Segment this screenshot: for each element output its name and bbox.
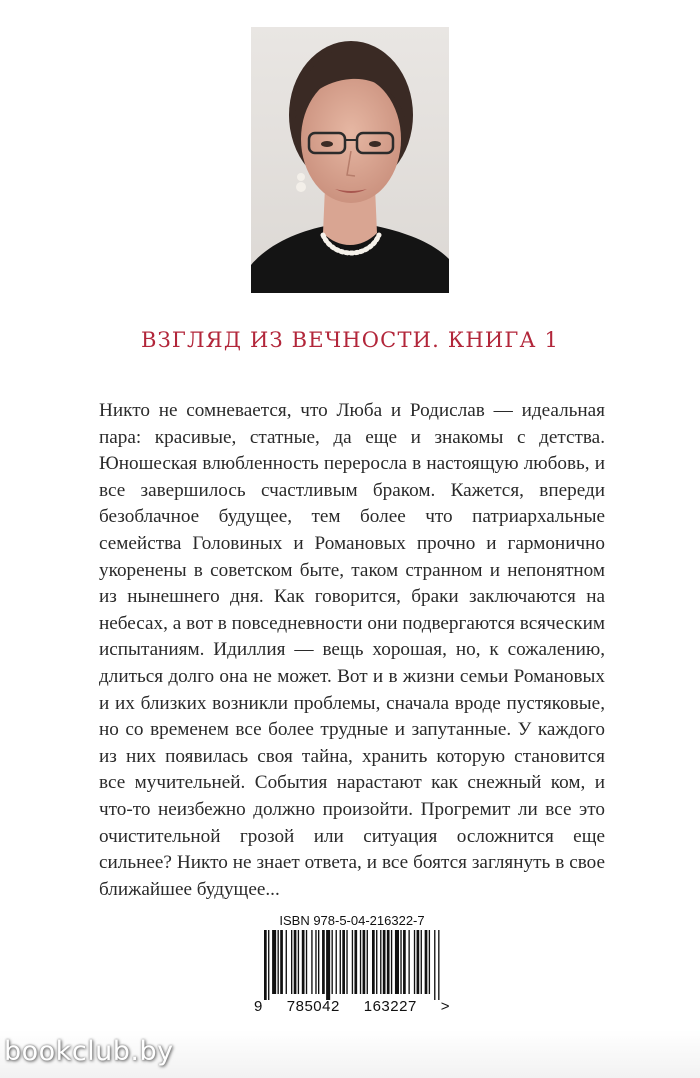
isbn-label: ISBN 978-5-04-216322-7 <box>279 913 425 928</box>
barcode-digits <box>254 998 450 1015</box>
barcode-block <box>254 913 450 1017</box>
book-annotation <box>99 398 605 903</box>
author-portrait-image <box>251 27 449 293</box>
site-watermark: bookclub.by <box>4 1036 174 1067</box>
barcode-digit-first: 9 <box>254 998 263 1015</box>
barcode-digit-group-1: 785042 <box>286 998 340 1015</box>
annotation-text: Никто не сомневается, что Люба и Родислав — идеальная пара: красивые, статные, да еще и знакомы с детства. Юношеская влюбленность переросла в настоящую любовь, и все завершилось счастливым браком. Кажется, впереди безоблачное будущее, тем более что патриархальные семейства Головиных и Романовых прочно и гармонично укоренены в советском быте, таком странном и непонятном из нынешнего дня. Как говорится, браки заключаются на небесах, а вот в повседневности они подвергаются всяческим испытаниям. Идиллия — вещь хорошая, но, к сожалению, длиться долго она не может. Вот и в жизни семьи Романовых и их близких возникли проблемы, сначала вроде пустяковые, но со временем все более трудные и запутанные. У каждого из них появилась своя тайна, хранить которую становится все мучительней. События нарастают как снежный ком, и что-то неизбежно должно произойти. Прогремит ли все это очистительной грозой или ситуация осложнится еще сильнее? Никто не знает ответа, и все боятся заглянуть в свое ближайшее будущее... <box>99 400 605 900</box>
author-photo <box>251 27 449 293</box>
book-title: ВЗГЛЯД ИЗ ВЕЧНОСТИ. КНИГА 1 <box>140 328 560 352</box>
barcode-digit-group-2: 163227 <box>363 998 417 1015</box>
barcode-icon <box>254 930 450 1000</box>
barcode-end-marker: > <box>440 998 450 1015</box>
